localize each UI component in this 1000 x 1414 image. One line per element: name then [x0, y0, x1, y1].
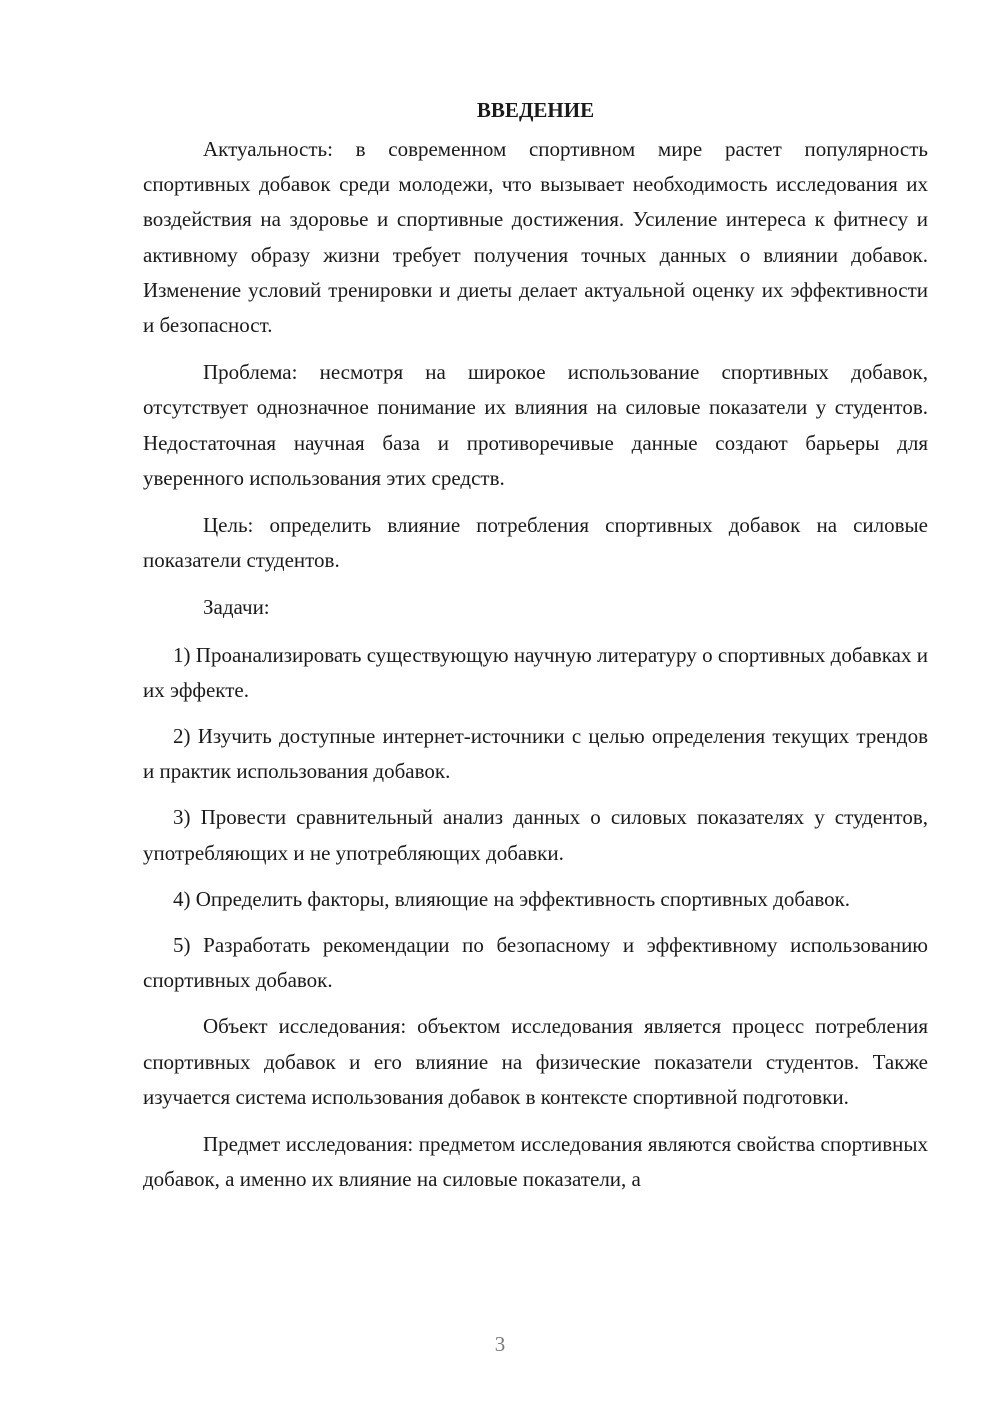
task-item-5: 5) Разработать рекомендации по безопасному и эффективному использованию спортивных добавок. [143, 933, 928, 993]
document-page [143, 92, 928, 1209]
relevance-paragraph: Актуальность: в современном спортивном мире растет популярность спортивных добавок среди молодежи, что вызывает необходимость исследования их воздействия на здоровье и спортивные достижения. Усиление интереса к фитнесу и активному образу жизни требует получения точных данных о влиянии добавок. Изменение условий тренировки и диеты делает актуальной оценку их эффективности и безопасност. [143, 137, 928, 338]
tasks-heading: Задачи: [203, 595, 270, 620]
page-number: 3 [494, 1332, 506, 1356]
task-item-3: 3) Провести сравнительный анализ данных о силовых показателях у студентов, употребляющих и не употребляющих добавки. [143, 805, 928, 865]
task-item-1: 1) Проанализировать существующую научную литературу о спортивных добавках и их эффекте. [143, 642, 928, 702]
subject-paragraph: Предмет исследования: предметом исследования являются свойства спортивных добавок, а именно их влияние на силовые показатели, а [143, 1132, 928, 1192]
page-title: ВВЕДЕНИЕ [476, 98, 595, 122]
task-item-4: 4) Определить факторы, влияющие на эффективность спортивных добавок. [173, 886, 851, 911]
object-paragraph: Объект исследования: объектом исследования является процесс потребления спортивных добавок и его влияние на физические показатели студентов. Также изучается система использования добавок в контексте спортивной подготовки. [143, 1014, 928, 1109]
goal-paragraph: Цель: определить влияние потребления спортивных добавок на силовые показатели студентов. [143, 513, 928, 573]
problem-paragraph: Проблема: несмотря на широкое использование спортивных добавок, отсутствует однозначное понимание их влияния на силовые показатели у студентов. Недостаточная научная база и противоречивые данные создают барьеры для уверенного использования этих средств. [143, 360, 928, 490]
task-item-2: 2) Изучить доступные интернет-источники с целью определения текущих трендов и практик использования добавок. [143, 724, 928, 784]
